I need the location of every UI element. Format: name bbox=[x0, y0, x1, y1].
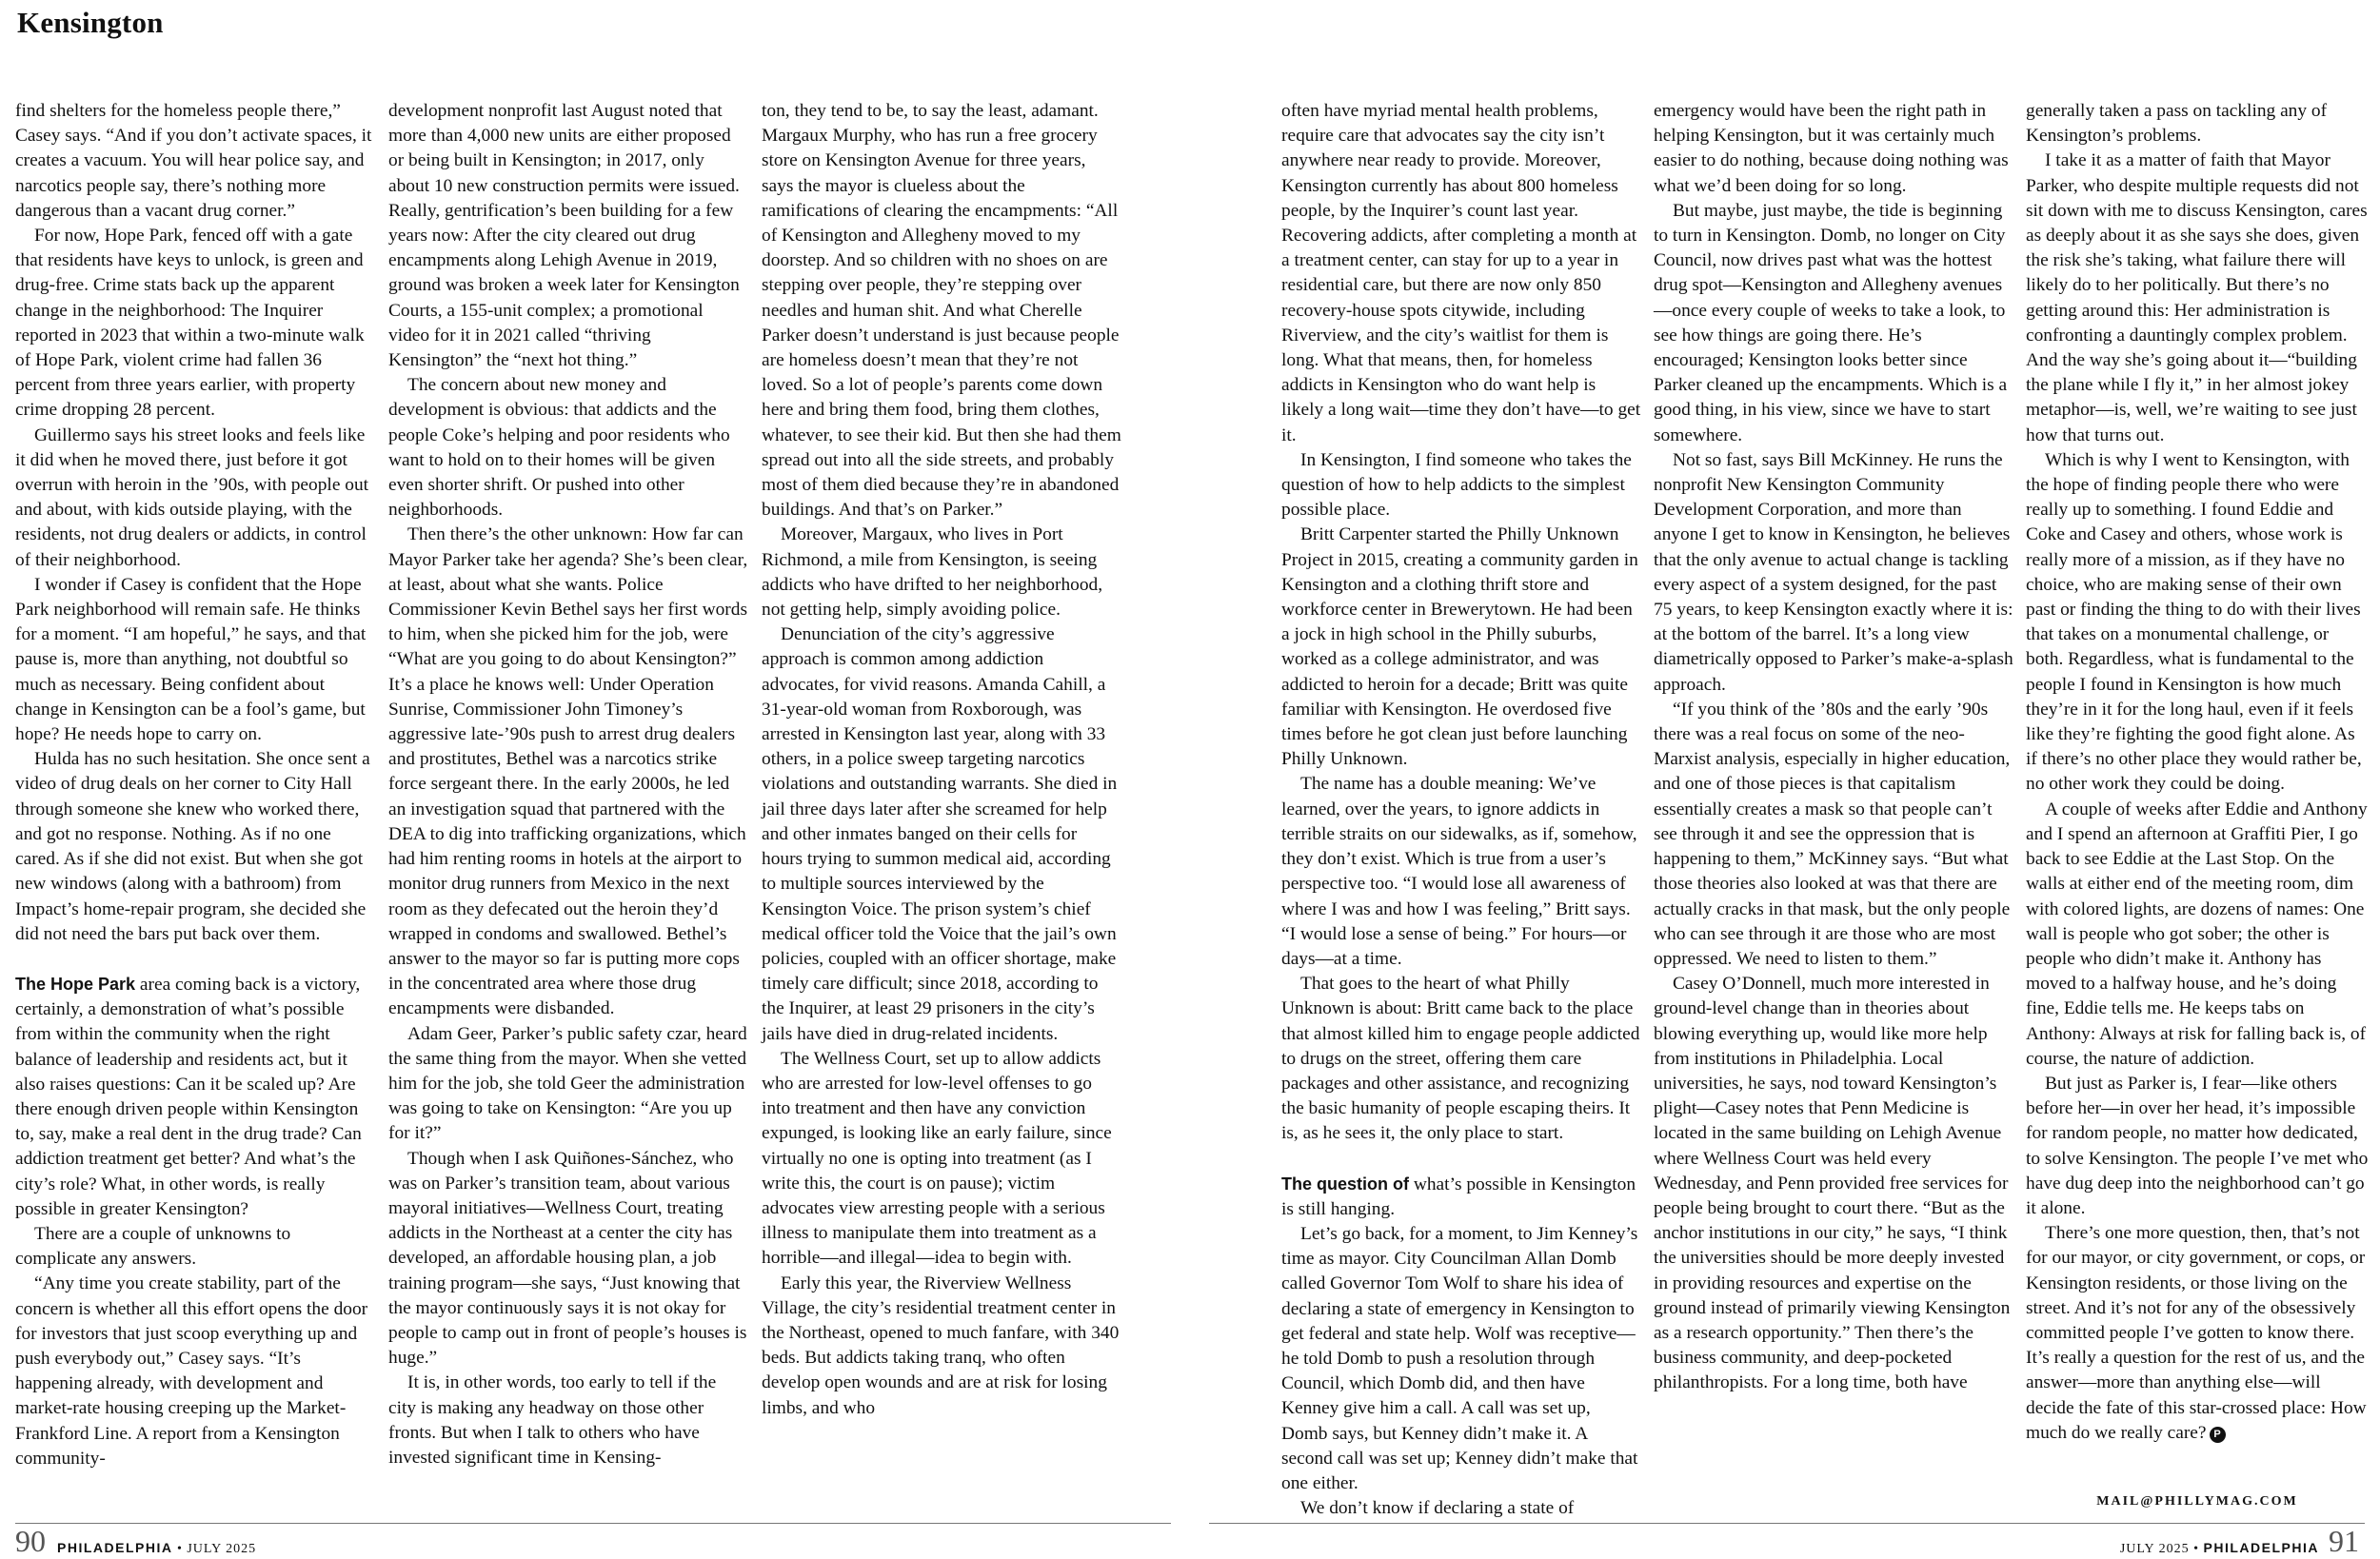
paragraph: We don’t know if declaring a state of bbox=[1300, 1498, 1575, 1519]
page-number-right: 91 bbox=[2329, 1524, 2359, 1558]
paragraph: Let’s go back, for a moment, to Jim Kenney’s time as mayor. City Councilman Allan Domb called Governor Tom Wolf to share his idea of declaring a state of emergency in Kensington to get federal and state help. Wolf was receptive—he told Domb to push a resolution through Council, which Domb did, and then have Kenney give him a call. A call was set up, Domb says, but Kenney didn’t make it. A second call was set up; Kenney didn’t make that one either. bbox=[1281, 1223, 1638, 1493]
column-1 bbox=[15, 99, 373, 1508]
lead-in: The Hope Park bbox=[15, 974, 136, 994]
paragraph: generally taken a pass on tackling any of Kensington’s problems. bbox=[2026, 101, 2328, 147]
paragraph: But just as Parker is, I fear—like others before her—in over her head, it’s impossible for random people, no matter how dedicated, to solve Kensington. The people I’ve met who have dug deep into the neighborhood can’t go it alone. bbox=[2026, 1073, 2369, 1218]
paragraph: The name has a double meaning: We’ve learned, over the years, to ignore addicts in terrible straits on our sidewalks, as if, somehow, they don’t exist. Which is true from a user’s perspective too. “I would lose all awareness of where I was and how I was feeling,” Britt says. “I would lose a sense of being.” For hours—or days—at a time. bbox=[1281, 774, 1637, 969]
paragraph: I wonder if Casey is confident that the Hope Park neighborhood will remain safe. He thinks for a moment. “I am hopeful,” he says, and that pause is, more than anything, not doubtful so much as necessary. Being confident about change in Kensington can be a fool’s game, but hope? He needs hope to carry on. bbox=[15, 574, 367, 745]
section-break-paragraph bbox=[1281, 1172, 1641, 1222]
paragraph-text: There’s one more question, then, that’s not for our mayor, or city government, or cops, or Kensington residents, or those living on the street. And it’s not for any of the obsessively committed people I’ve gotten to know there. It’s really a question for the rest of us, and the answer—more than anything else—will decide the fate of this star-crossed place: How much do we really care? bbox=[2026, 1223, 2367, 1443]
paragraph-text: area coming back is a victory, certainly, a demonstration of what’s possible from within the community when the right balance of leadership and residents act, but it also raises questions: Can it be scaled up? Are there enough driven people within Kensington to, say, make a real dent in the drug trade? Can addiction treatment get better? And what’s the city’s role? What, in other words, is really possible in greater Kensington? bbox=[15, 974, 362, 1219]
paragraph: Casey O’Donnell, much more interested in ground-level change than in theories about blowing everything up, would like more help from institutions in Philadelphia. Local universities, he says, nod toward Kensington’s plight—Casey notes that Penn Medicine is located in the same building on Lehigh Avenue where Wellness Court was held every Wednesday, and Penn provided free services for people being brought to court there. “But as the anchor institutions in our city,” he says, “I think the universities should be more deeply invested in providing resources and expertise on the ground instead of primarily viewing Kensington as a research opportunity.” Then there’s the business community, and deep-pocketed philanthropists. For a long time, both have bbox=[1654, 974, 2011, 1393]
paragraph: Not so fast, says Bill McKinney. He runs the nonprofit New Kensington Community Development Corporation, and more than anyone I get to know in Kensington, he believes that the only avenue to actual change is tackling every aspect of a system designed, for the past 75 years, to keep Kensington exactly where it is: at the bottom of the barrel. It’s a long view diametrically opposed to Parker’s make-a-splash approach. bbox=[1654, 449, 2013, 695]
paragraph: I take it as a matter of faith that Mayor Parker, who despite multiple requests did not sit down with me to discuss Kensington, cares as deeply about it as she says she does, given the risk she’s taking, what failure there will likely do to her politically. But there’s no getting around this: Her administration is confronting a dauntingly complex problem. And the way she’s going about it—“building the plane while I fly it,” in her almost jokey metaphor—is, well, we’re waiting to see just how that turns out. bbox=[2026, 150, 2368, 445]
paragraph: There are a couple of unknowns to complicate any answers. bbox=[15, 1223, 291, 1270]
paragraph: A couple of weeks after Eddie and Anthony and I spend an afternoon at Graffiti Pier, I go back to see Eddie at the Last Stop. On the walls at either end of the meeting room, dim with colored lights, are dozens of names: One wall is people who got sober; the other is people who didn’t make it. Anthony has moved to a halfway house, and he’s doing fine, Eddie tells me. He keeps tabs on Anthony: Always at risk for falling back is, of course, the nature of addiction. bbox=[2026, 799, 2368, 1069]
footer-rule-left bbox=[15, 1523, 1171, 1524]
lead-in: The question of bbox=[1281, 1174, 1409, 1194]
column-2 bbox=[388, 99, 748, 1508]
issue-date: JULY 2025 bbox=[187, 1542, 257, 1556]
paragraph: development nonprofit last August noted that more than 4,000 new units are either proposed or being built in Kensington; in 2017, only about 10 new construction permits were issued. Really, gentrification’s been building for a few years now: After the city cleared out drug encampments along Lehigh Avenue in 2019, ground was broken a week later for Kensington Courts, a 155-unit complex; a promotional video for it in 2021 called “thriving Kensington” the “next hot thing.” bbox=[388, 101, 740, 371]
paragraph: But maybe, just maybe, the tide is beginning to turn in Kensington. Domb, no longer on City Council, now drives past what was the hottest drug spot—Kensington and Allegheny avenues—once every couple of weeks to take a look, to see how things are going there. He’s encouraged; Kensington looks better since Parker cleaned up the encampments. Which is a good thing, in his view, since we have to start somewhere. bbox=[1654, 200, 2008, 445]
paragraph: Guillermo says his street looks and feels like it did when he moved there, just before it got overrun with heroin in the ’90s, with people out and about, with kids outside playing, with the residents, not drug dealers or addicts, in control of their neighborhood. bbox=[15, 424, 369, 570]
paragraph: Britt Carpenter started the Philly Unknown Project in 2015, creating a community garden in Kensington and a clothing thrift store and workforce center in Brewerytown. He had been a jock in high school in the Philly suburbs, worked as a college administrator, and was addicted to heroin for a decade; Britt was quite familiar with Kensington. He overdosed five times before he got clean just before launching Philly Unknown. bbox=[1281, 524, 1638, 770]
paragraph: The Wellness Court, set up to allow addicts who are arrested for low-level offenses to go into treatment and then have any conviction expunged, is looking like an early failure, since virtually no one is opting into treatment (as I write this, the court is on pause); victim advocates view arresting people with a serious illness to manipulate them into treatment as a horrible—and illegal—idea to begin with. bbox=[762, 1048, 1112, 1269]
page-number-left: 90 bbox=[15, 1524, 46, 1558]
paragraph: “If you think of the ’80s and the early ’90s there was a real focus on some of the neo-Marxist analysis, especially in higher education, and one of those pieces is that capitalism essentially creates a mask so that people can’t see through it and see the oppression that is happening to them,” McKinney says. “But what those theories also looked at was that there are actually cracks in that mask, but the only people who can see through it are those who are most oppressed. We need to listen to them.” bbox=[1654, 699, 2011, 969]
column-3 bbox=[762, 99, 1121, 1508]
magazine-name: PHILADELPHIA bbox=[2203, 1540, 2319, 1555]
paragraph: In Kensington, I find someone who takes the question of how to help addicts to the simplest possible place. bbox=[1281, 449, 1632, 521]
paragraph: Though when I ask Quiñones-Sánchez, who was on Parker’s transition team, about various mayoral initiatives—Wellness Court, treating addicts in the Northeast at a center the city has developed, an affordable housing plan, a job training program—she says, “Just knowing that the mayor continuously says it is not okay for people to camp out in front of people’s houses is huge.” bbox=[388, 1148, 747, 1369]
paragraph: Moreover, Margaux, who lives in Port Richmond, a mile from Kensington, is seeing addicts who have drifted to her neighborhood, not getting help, simply avoiding police. bbox=[762, 524, 1103, 621]
paragraph: Denunciation of the city’s aggressive approach is common among addiction advocates, for vivid reasons. Amanda Cahill, a 31-year-old woman from Roxborough, was arrested in Kensington last year, along with 33 others, in a police sweep targeting narcotics violations and outstanding warrants. She died in jail three days later after she screamed for help and other inmates banged on their cells for hours trying to summon medical aid, according to multiple sources interviewed by the Kensington Voice. The prison system’s chief medical officer told the Voice that the jail’s own policies, coupled with an officer shortage, make timely care difficult; since 2018, according to the Inquirer, at least 29 prisoners in the city’s jails have died in drug-related incidents. bbox=[762, 624, 1118, 1044]
end-mark-icon: P bbox=[2210, 1427, 2226, 1443]
section-title: Kensington bbox=[17, 6, 164, 39]
paragraph: The concern about new money and development is obvious: that addicts and the people Coke’s helping and poor residents who want to hold on to their homes will be given even shorter shrift. Or pushed into other neighborhoods. bbox=[388, 375, 730, 521]
paragraph: Which is why I went to Kensington, with the hope of finding people there who were really up to something. I found Eddie and Coke and Casey and others, whose work is really more of a mission, as if they have no choice, who are making sense of their own past or finding the thing to do with their lives that takes on a monumental challenge, or both. Regardless, what is fundamental to the people I found in Kensington is how much they’re in it for the long haul, even if it feels like they’re fighting the good fight alone. As if there’s no other place they would rather be, no other work they could be doing. bbox=[2026, 449, 2362, 795]
paragraph: ton, they tend to be, to say the least, adamant. Margaux Murphy, who has run a free grocery store on Kensington Avenue for three years, says the mayor is clueless about the ramifications of clearing the encampments: “All of Kensington and Allegheny moved to my doorstep. And so children with no shoes on are stepping over people, they’re stepping over needles and human shit. And what Cherelle Parker doesn’t understand is just because people are homeless doesn’t mean that they’re not loved. So a lot of people’s parents come down here and bring them food, bring them clothes, whatever, to see their kid. But then she had them spread out into all the side streets, and probably most of them died because they’re in abandoned buildings. And that’s on Parker.” bbox=[762, 101, 1121, 521]
column-4 bbox=[1281, 99, 1641, 1519]
section-break-paragraph bbox=[15, 972, 373, 1222]
paragraph: Hulda has no such hesitation. She once sent a video of drug deals on her corner to City Hall through someone she knew who worked there, and got no response. Nothing. As if no one cared. As if she did not exist. But when she got new windows (along with a bathroom) from Impact’s home-repair program, she decided she did not need the bars put back over them. bbox=[15, 749, 370, 944]
paragraph: find shelters for the homeless people there,” Casey says. “And if you don’t activate spaces, it creates a vacuum. You will hear police say, and narcotics people say, there’s nothing more dangerous than a vacant drug corner.” bbox=[15, 101, 372, 221]
paragraph: often have myriad mental health problems, require care that advocates say the city isn’t anywhere near ready to provide. Moreover, Kensington currently has about 800 homeless people, by the Inquirer’s count last year. Recovering addicts, after completing a month at a treatment center, can stay for up to a year in residential care, but there are now only 850 recovery-house spots citywide, including Riverview, and the city’s waitlist for them is long. What that means, then, for homeless addicts in Kensington who do want help is likely a long wait—time they don’t have—to get it. bbox=[1281, 101, 1641, 445]
separator: • bbox=[2193, 1542, 2200, 1556]
paragraph: For now, Hope Park, fenced off with a gate that residents have keys to unlock, is green and drug-free. Crime stats back up the apparent change in the neighborhood: The Inquirer reported in 2023 that within a two-minute walk of Hope Park, violent crime had fallen 36 percent from three years earlier, with property crime dropping 28 percent. bbox=[15, 226, 365, 421]
paragraph-text: what’s possible in Kensington is still hanging. bbox=[1281, 1174, 1636, 1219]
paragraph: That goes to the heart of what Philly Unknown is about: Britt came back to the place that almost killed him to engage people addicted to drugs on the street, offering them care packages and other assistance, and recognizing the basic humanity of people escaping theirs. It is, as he sees it, the only place to start. bbox=[1281, 974, 1640, 1144]
paragraph: emergency would have been the right path in helping Kensington, but it was certainly much easier to do nothing, because doing nothing was what we’d been doing for so long. bbox=[1654, 101, 2009, 196]
mail-link[interactable]: MAIL@PHILLYMAG.COM bbox=[2096, 1494, 2298, 1509]
footer-left bbox=[57, 1540, 256, 1557]
paragraph: Early this year, the Riverview Wellness Village, the city’s residential treatment center in the Northeast, opened to much fanfare, with 340 beds. But addicts taking tranq, who often develop open wounds and are at risk for losing limbs, and who bbox=[762, 1273, 1120, 1418]
paragraph: Adam Geer, Parker’s public safety czar, heard the same thing from the mayor. When she vetted him for the job, she told Geer the administration was going to take on Kensington: “Are you up for it?” bbox=[388, 1023, 747, 1144]
footer-rule-right bbox=[1209, 1523, 2365, 1524]
separator: • bbox=[176, 1542, 183, 1556]
footer-right bbox=[2120, 1540, 2319, 1557]
final-paragraph bbox=[2026, 1221, 2369, 1446]
column-6 bbox=[2026, 99, 2369, 1508]
issue-date: JULY 2025 bbox=[2119, 1542, 2190, 1556]
paragraph: It is, in other words, too early to tell if the city is making any headway on those other fronts. But when I talk to others who have invested significant time in Kensing- bbox=[388, 1372, 717, 1468]
paragraph: “Any time you create stability, part of the concern is whether all this effort opens the door for investors that just scoop everything up and push everybody out,” Casey says. “It’s happening already, with development and market-rate housing creeping up the Market-Frankford Line. A report from a Kensington community- bbox=[15, 1273, 368, 1469]
column-5 bbox=[1654, 99, 2013, 1508]
paragraph: Then there’s the other unknown: How far can Mayor Parker take her agenda? She’s been clear, at least, about what she wants. Police Commissioner Kevin Bethel says her first words to him, when she picked him for the job, were “What are you going to do about Kensington?” It’s a place he knows well: Under Operation Sunrise, Commissioner John Timoney’s aggressive late-’90s push to arrest drug dealers and prostitutes, Bethel was a narcotics strike force sergeant there. In the early 2000s, he led an investigation squad that partnered with the DEA to dig into trafficking organizations, which had him renting rooms in hotels at the airport to monitor drug runners from Mexico in the next room as they defecated out the heroin they’d wrapped in condoms and swallowed. Bethel’s answer to the mayor so far is putting more cops in the concentrated area where those drug encampments were disbanded. bbox=[388, 524, 748, 1019]
magazine-name: PHILADELPHIA bbox=[57, 1540, 173, 1555]
